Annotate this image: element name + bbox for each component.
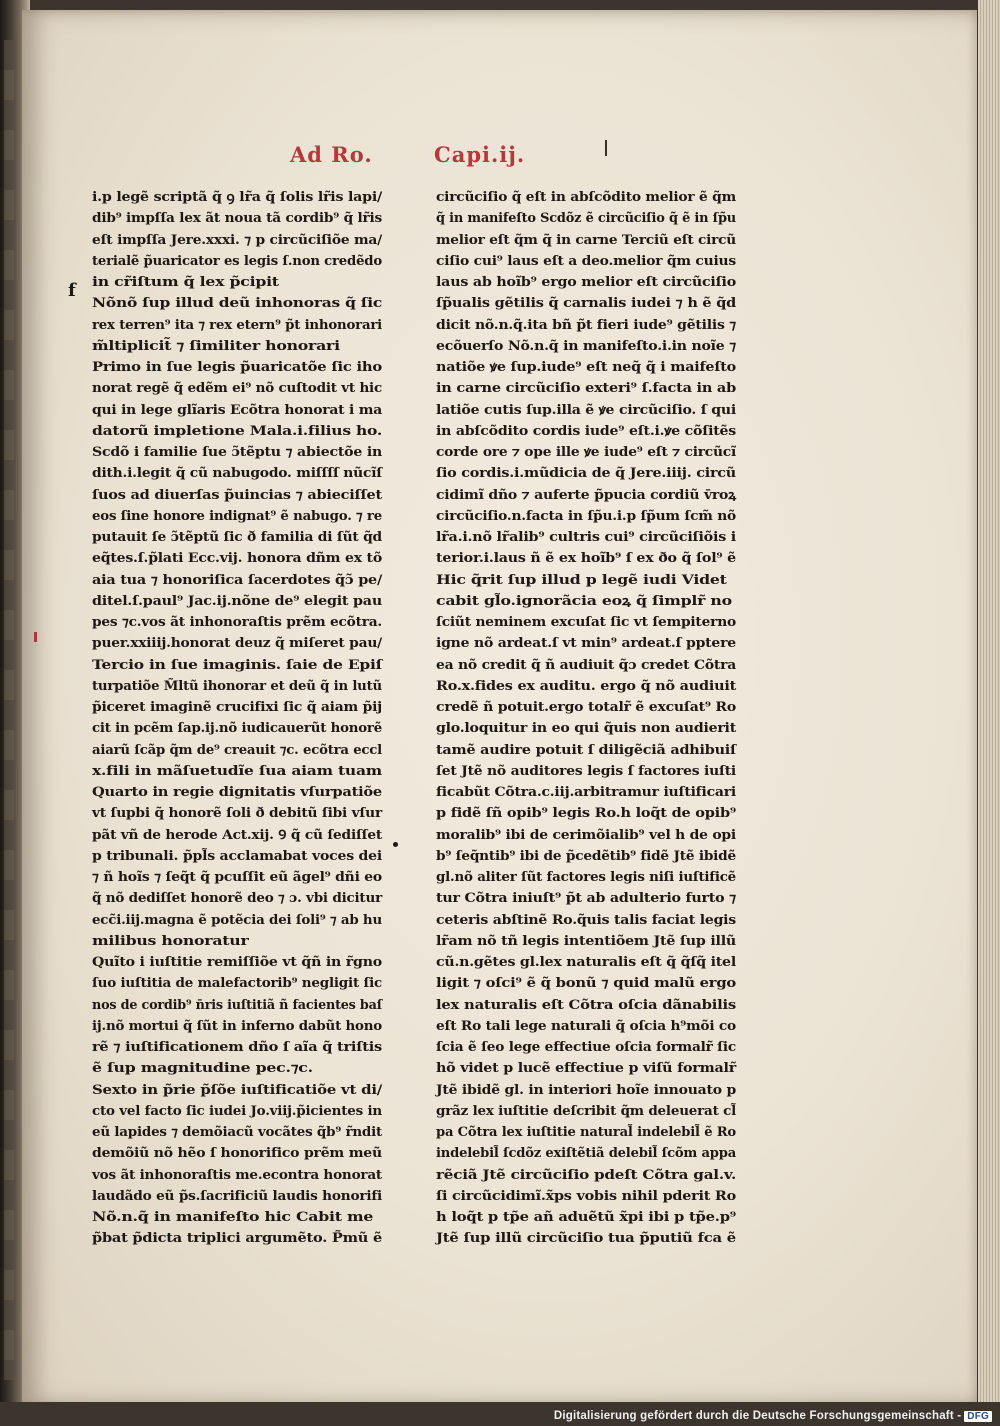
text-line: tamẽ audire potuit ſ diligẽciã adhibuiſ	[436, 741, 736, 757]
text-line: q̃ in manifeſto Scdõz ẽ circũciſio q̃ ẽ in ſp̃u	[436, 210, 736, 226]
text-line: Nõ.n.q̃ in manifeſto hic Cabit me	[92, 1209, 374, 1224]
text-line: demõiũ nõ hẽo ſ honorifico prẽm meũ	[92, 1145, 382, 1161]
dfg-logo: DFG	[964, 1411, 992, 1422]
text-line: ſet Jtẽ nõ auditores legis ſ factores iuſti	[436, 762, 736, 778]
text-column-right	[436, 186, 736, 1249]
text-line: p̃bat p̃dicta triplici argumẽto. P̃mũ ẽ	[92, 1230, 382, 1246]
text-line: ligit ⁊ oſci⁹ ẽ q̃ bonũ ⁊ quid malũ ergo	[436, 975, 736, 991]
text-line: pes ⁊c.vos ãt inhonoraſtis prẽm ecõtra.	[92, 614, 382, 629]
text-line: b⁹ ſeq̃ntib⁹ ibi de p̃cedẽtib⁹ fidẽ Jtẽ ibidẽ	[436, 847, 736, 863]
text-line: eſt Ro tali lege naturali q̃ oſcia h⁹mõi co	[436, 1017, 736, 1033]
text-line: aia tua ⁊ honoriſica ſacerdotes q̃ɔ̃ pe/	[92, 571, 382, 587]
text-line: Ro.x.fides ex auditu. ergo q̃ nõ audiuit	[436, 677, 736, 693]
text-line: in abſcõdito cordis iude⁹ eſt.i.ꝟe cõſitẽs	[436, 422, 736, 438]
text-line: laus ab hoĩb⁹ ergo melior eſt circũciſio	[436, 274, 736, 289]
text-column-left	[92, 186, 382, 1249]
text-line: ſi circũcidimĩ.x̃ps vobis nihil pderit Ro	[436, 1187, 736, 1203]
text-line: pa Cõtra lex iuſtitie natural̃ indelebil̃ ẽ Ro	[436, 1124, 736, 1139]
text-line: glo.loquitur in eo qui q̃uis non audierit	[436, 720, 736, 736]
text-line: ſio cordis.i.mũdicia de q̃ Jere.iiij. circũ	[436, 465, 736, 481]
text-line: circũciſio q̃ eſt in abſcõdito melior ẽ q̃m	[436, 189, 736, 204]
text-line: Scdõ i familie ſue ɔ̃tẽptu ⁊ abiectõe in	[92, 444, 382, 459]
text-line: eũ lapides ⁊ demõiacũ vocãtes q̃b⁹ r̃ndit	[92, 1124, 382, 1139]
text-line: cũ.n.gẽtes gl.lex naturalis eſt q̃ q̃ſq̃ itel	[436, 954, 736, 969]
text-line: turpatiõe M̃ltũ ihonorar et deũ q̃ in lutũ	[92, 677, 382, 693]
text-line: ecõuerſo Nõ.n.q̃ in manifeſto.i.in noĩe ⁊	[436, 337, 736, 353]
text-line: Nõnõ ſup illud deũ inhonoras q̃ ſic	[92, 295, 382, 311]
text-line: lr̃am nõ tñ legis intentiõem Jtẽ ſup illũ	[436, 932, 736, 948]
text-line: gl.nõ aliter ſũt factores legis niſi iuſtificẽ	[436, 869, 736, 884]
text-line: corde ore ⁊ ope ille ꝟe iude⁹ eſt ⁊ circũcĩ	[436, 444, 736, 459]
text-line: dicit nõ.n.q̃.ita bñ p̃t fieri iude⁹ gẽtilis ⁊	[436, 316, 736, 332]
text-line: rex terren⁹ ita ⁊ rex etern⁹ p̃t inhonorari	[92, 316, 382, 332]
text-line: ſuo iuſtitia de malefactorib⁹ negligit ſic	[92, 975, 382, 991]
running-head	[22, 138, 977, 178]
text-line: vt ſupbi q̃ honorẽ ſoli ð debitũ ſibi vſur	[92, 805, 382, 821]
text-line: Primo in ſue legis p̃uaricatõe ſic iho	[92, 359, 382, 374]
text-line: hõ videt p lucẽ effectiue p viſũ formalr̃	[436, 1060, 736, 1076]
text-line: p tribunali. p̃pl̃s acclamabat voces dei	[92, 847, 382, 863]
text-line: terior.i.laus ñ ẽ ex hoĩb⁹ ſ ex ðo q̃ ſol⁹ ẽ	[436, 550, 736, 566]
running-head-left: Ad Ro.	[290, 142, 373, 167]
text-line: moralib⁹ ibi de cerimõialib⁹ vel h de opi	[436, 826, 736, 842]
text-line: puer.xxiiij.honorat deuz q̃ miſeret pau/	[92, 635, 382, 651]
text-line: Quĩto i iuſtitie remiſſiõe vt q̃ñ in r̃gno	[92, 954, 382, 969]
text-line: cidimĩ dño ⁊ auferte p̃pucia cordiũ v̄roꝝ	[436, 486, 736, 502]
text-line: ea nõ credit q̃ ñ audiuit q̃ɔ credet Cõtra	[436, 656, 736, 672]
margin-letter: f	[68, 280, 76, 301]
text-line: cabit gl̃o.ignorãcia eoꝝ q̃ ſimplr̃ no	[436, 592, 732, 608]
text-line: rẽciã Jtẽ circũciſio pdeſt Cõtra gal.v.	[436, 1166, 736, 1182]
text-line: melior eſt q̃m q̃ in carne Terciũ eſt circũ	[436, 231, 736, 247]
text-line: milibus honoratur	[92, 932, 249, 948]
text-line: ditel.ſ.paul⁹ Jac.ij.nõne de⁹ elegit pau	[92, 592, 382, 608]
text-line: circũciſio.n.facta in ſp̃u.i.p ſp̃um ſcm̃ nõ	[436, 507, 736, 523]
text-line: lr̃a.i.nõ lr̃alib⁹ cultris cui⁹ circũciſiõis i	[436, 529, 736, 544]
text-line: in cr̃iſtum q̃ lex p̃cipit	[92, 274, 279, 289]
text-line: credẽ ñ potuit.ergo totalr̃ ẽ excuſat⁹ Ro	[436, 699, 736, 714]
text-line: natiõe ꝟe ſup.iude⁹ eſt neq̃ q̃ i maifeſto	[436, 359, 736, 374]
text-line: ecc̃i.iij.magna ẽ potẽcia dei ſoli⁹ ⁊ ab hu	[92, 911, 382, 927]
margin-rubric-mark	[34, 632, 37, 642]
text-line: ẽ ſup magnitudine pec.⁊c.	[92, 1060, 313, 1076]
text-line: ceteris abſtinẽ Ro.q̃uis talis faciat legis	[436, 911, 736, 927]
text-line: indelebil̃ ſcdõz exiſtẽtiã delebil̃ ſcõm appa	[436, 1145, 736, 1161]
text-line: dib⁹ impſſa lex ãt noua tã cordib⁹ q̃ lr̃is	[92, 210, 382, 226]
text-line: ij.nõ mortui q̃ ſũt in inferno dabũt hono	[92, 1017, 382, 1033]
text-line: eos ſine honore indignat⁹ ẽ nabugo. ⁊ re	[92, 507, 382, 523]
running-head-right: Capi.ij.	[434, 142, 526, 167]
text-line: rẽ ⁊ iuſtificationem dño ſ aĩa q̃ triſtis	[92, 1039, 382, 1054]
text-line: eſt impſſa Jere.xxxi. ⁊ p circũciſiõe ma/	[92, 231, 382, 247]
text-line: h loq̃t p tp̃e añ aduẽtũ x̃pi ibi p tp̃e.p⁹	[436, 1209, 736, 1224]
text-line: qui in lege glĩaris Ecõtra honorat i ma	[92, 401, 382, 417]
text-line: vos ãt inhonoraſtis me.econtra honorat	[92, 1166, 382, 1182]
text-line: Quarto in regie dignitatis vſurpatiõe	[92, 784, 382, 799]
text-line: latiõe cutis ſup.illa ẽ ꝟe circũciſio. ſ qui	[436, 401, 736, 417]
text-line: Hic q̃rit ſup illud p legẽ iudi Videt	[436, 571, 727, 587]
text-line: ficabũt Cõtra.c.iij.arbitramur iuſtificari	[436, 784, 736, 799]
text-line: ſciũt neminem excuſat ſic vt ſempiterno	[436, 614, 736, 629]
text-line: dith.i.legit q̃ cũ nabugodo. miſſſſ nũcĩſ	[92, 465, 382, 481]
text-line: putauit ſe ɔ̃tẽptũ ſic ð familia di ſũt q̃d	[92, 529, 382, 544]
text-line: in carne circũciſio exteri⁹ ſ.facta in ab	[436, 380, 736, 396]
credit-text: Digitalisierung gefördert durch die Deutsche Forschungsgemeinschaft -	[553, 1410, 962, 1422]
credit-watermark	[554, 1410, 992, 1422]
text-line: igne nõ ardeat.ſ vt min⁹ ardeat.ſ pptere	[436, 635, 736, 651]
text-line: i.p legẽ scriptã q̃ ꝯ lr̃a q̃ ſolis lr̃is lapi/	[92, 189, 382, 204]
text-line: Jtẽ ibidẽ gl. in interiori hoĩe innouato p	[436, 1081, 736, 1097]
text-line: x.fili in mãſuetudĩe ſua aiam tuam	[92, 762, 382, 778]
text-line: ciſio cui⁹ laus eſt a deo.melior q̃m cuius	[436, 252, 736, 268]
text-line: tur Cõtra iniuſt⁹ p̃t ab adulterio furto ⁊	[436, 890, 736, 906]
text-line: ſcia ẽ ſeo lege effectiue oſcia formalr̃ ſic	[436, 1039, 736, 1054]
text-line: grãz lex iuſtitie deſcribit q̃m deleuerat cl̃	[436, 1102, 736, 1118]
text-line: ſuos ad diuerſas p̃uincias ⁊ abieciſſet	[92, 486, 382, 502]
text-line: p fidẽ ſñ opib⁹ legis Ro.h loq̃t de opib⁹	[436, 805, 736, 821]
text-line: lex naturalis eſt Cõtra oſcia dãnabilis	[436, 996, 736, 1012]
text-line: p̃iceret imaginẽ crucifixi ſic q̃ aiam p̃ij	[92, 699, 382, 714]
text-line: Jtẽ ſup illũ circũciſio tua p̃putiũ fca ẽ	[436, 1230, 736, 1246]
margin-tick	[605, 140, 607, 156]
text-line: Sexto in p̃rie p̃ſõe iuſtificatiõe vt di/	[92, 1081, 382, 1097]
text-line: laudãdo eũ p̃s.ſacrificiũ laudis honorifi	[92, 1187, 382, 1203]
text-line: Tercio in ſue imaginis. ſaie de Epiſ	[92, 656, 382, 672]
text-line: m̃ltiplicit̃ ⁊ ſimiliter honorari	[92, 337, 340, 353]
manuscript-page	[22, 10, 977, 1405]
text-line: q̃ nõ dediſſet honorẽ deo ⁊ ɔ. vbi dicitur	[92, 890, 382, 906]
text-line: norat regẽ q̃ edẽm ei⁹ nõ cuſtodit vt hic	[92, 380, 382, 396]
credit-bar	[0, 1402, 1000, 1426]
text-line: ⁊ ñ hoĩs ⁊ ſeq̃t q̃ pcuſſit eũ ãgel⁹ dñi eo	[92, 869, 382, 884]
text-line: terialẽ p̃uaricator es legis ſ.non credẽdo	[92, 252, 382, 268]
text-line: datorũ impletione Mala.i.filius ho.	[92, 422, 382, 438]
text-line: pãt vñ de herode Act.xij. Ꝯ q̃ cũ ſediſſet	[92, 826, 382, 842]
text-line: ſp̃ualis gẽtilis q̃ carnalis iudei ⁊ h ẽ q̃d	[436, 295, 736, 311]
page-block-edge	[978, 0, 1000, 1426]
text-line: aiarũ ſcãp q̃m de⁹ creauit ⁊c. ecõtra eccl	[92, 741, 382, 757]
column-bullet	[393, 842, 398, 847]
text-line: eq̃tes.ſ.p̃lati Ecc.vij. honora dñm ex tõ	[92, 550, 382, 566]
page-stack-left	[4, 40, 14, 1380]
text-line: cto vel facto ſic iudei Jo.viij.p̃icientes in	[92, 1102, 382, 1118]
text-line: cit in pcẽm ſap.ij.nõ iudicauerũt honorẽ	[92, 720, 382, 736]
text-line: nos de cordib⁹ n̄ris iuſtitiã ñ facientes baſ	[92, 996, 383, 1012]
